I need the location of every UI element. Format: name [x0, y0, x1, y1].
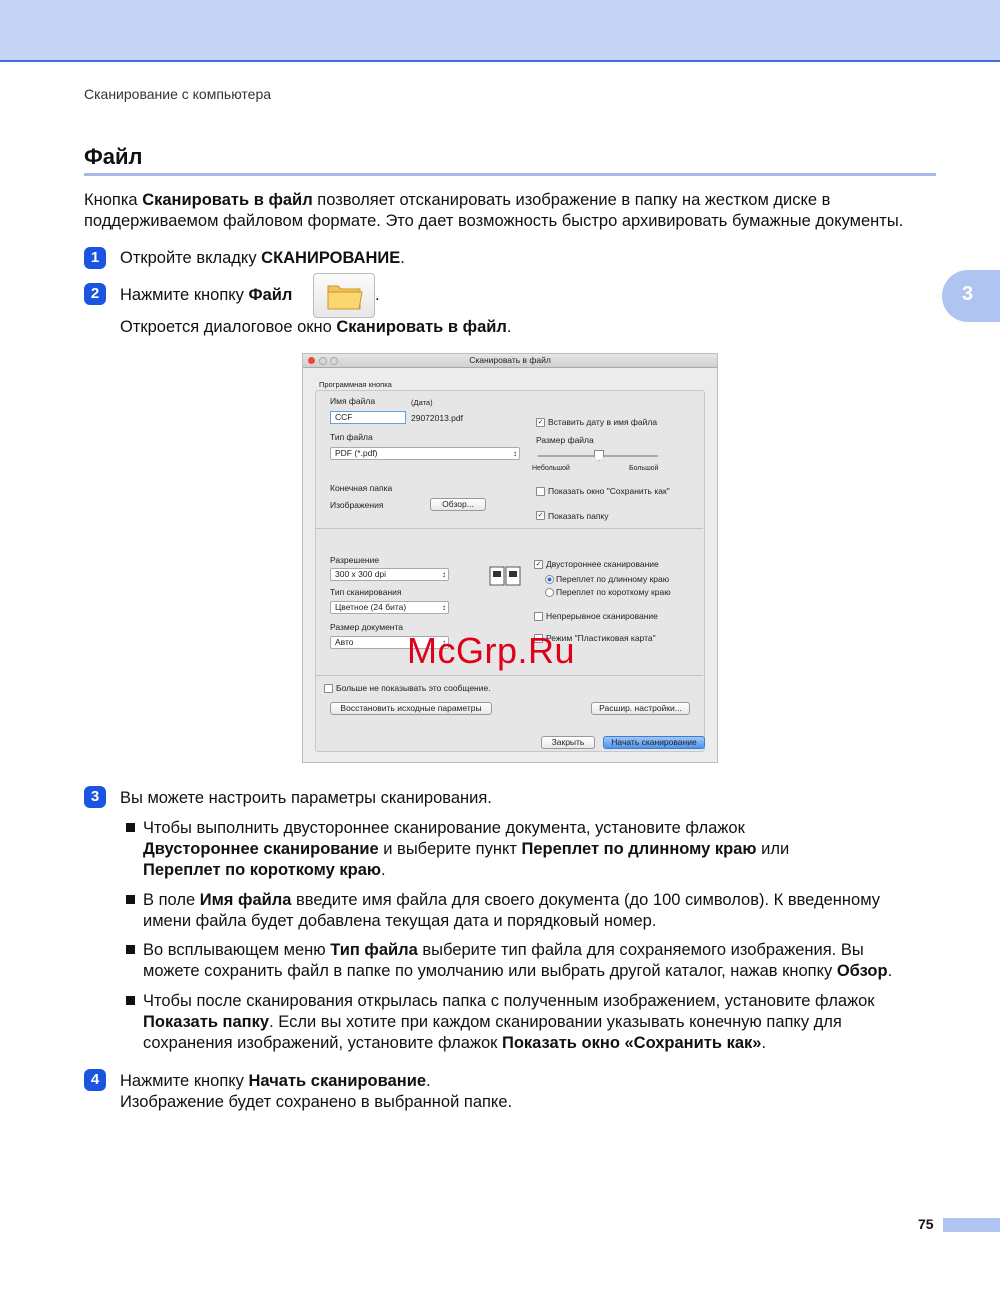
size-small-label: Небольшой — [532, 465, 570, 472]
long-edge-radio[interactable] — [545, 575, 554, 584]
browse-button[interactable]: Обзор... — [430, 498, 486, 511]
filetype-label: Тип файла — [330, 432, 373, 442]
filename-input[interactable]: CCF — [330, 411, 406, 424]
docsize-label: Размер документа — [330, 622, 404, 632]
resolution-select[interactable]: 300 x 300 dpi ↕ — [330, 568, 449, 581]
zoom-window-icon[interactable] — [330, 357, 338, 365]
step-1-number: 1 — [84, 247, 106, 269]
file-button[interactable] — [313, 273, 375, 318]
watermark: McGrp.Ru — [407, 630, 576, 671]
separator-2 — [315, 675, 703, 676]
step-3-number: 3 — [84, 786, 106, 808]
page-number-bar — [943, 1218, 1000, 1232]
bullet-square — [126, 996, 135, 1005]
continuous-checkbox[interactable] — [534, 612, 543, 621]
scantype-select[interactable]: Цветное (24 бита) ↕ — [330, 601, 449, 614]
duplex-label: Двустороннее сканирование — [546, 559, 659, 569]
step-2-text: Нажмите кнопку Файл — [120, 286, 293, 304]
top-banner — [0, 0, 1000, 62]
bullet-square — [126, 823, 135, 832]
insert-date-label: Вставить дату в имя файла — [548, 417, 658, 427]
page-title: Файл — [84, 144, 143, 169]
minimize-window-icon[interactable] — [319, 357, 327, 365]
folder-icon — [314, 274, 374, 317]
dont-show-label: Больше не показывать это сообщение. — [336, 683, 491, 693]
destination-value: Изображения — [330, 500, 384, 510]
page-number: 75 — [918, 1216, 934, 1232]
dialog-titlebar — [303, 354, 717, 368]
date-label: (Дата) — [411, 398, 433, 407]
scantype-label: Тип сканирования — [330, 587, 402, 597]
step-2-end: . — [375, 286, 380, 304]
duplex-preview-icon — [489, 566, 521, 586]
docsize-select[interactable]: Авто ↕ — [330, 636, 449, 649]
step-4-number: 4 — [84, 1069, 106, 1091]
separator-1 — [315, 528, 703, 529]
intro-line-1: Кнопка Сканировать в файл позволяет отсканировать изображение в папку на жестком диске в — [84, 191, 831, 209]
plastic-card-label: Режим "Пластиковая карта" — [546, 633, 656, 643]
bullet-square — [126, 945, 135, 954]
breadcrumb: Сканирование с компьютера — [84, 86, 272, 102]
duplex-checkbox[interactable]: ✓ — [535, 561, 542, 568]
resolution-label: Разрешение — [330, 555, 380, 565]
continuous-label: Непрерывное сканирование — [546, 611, 658, 621]
step-4-text: Нажмите кнопку Начать сканирование. — [120, 1072, 431, 1090]
short-edge-radio[interactable] — [545, 588, 554, 597]
advanced-settings-button[interactable]: Расшир. настройки... — [591, 702, 690, 715]
size-large-label: Большой — [629, 465, 659, 472]
restore-defaults-button[interactable]: Восстановить исходные параметры — [330, 702, 492, 715]
scan-to-file-dialog — [302, 353, 718, 763]
destination-label: Конечная папка — [330, 483, 393, 493]
short-edge-label: Переплет по короткому краю — [556, 587, 671, 597]
step-2-number: 2 — [84, 283, 106, 305]
step-2-subtext: Откроется диалоговое окно Сканировать в файл. — [120, 318, 512, 336]
bullet-square — [126, 895, 135, 904]
intro-line-2: поддерживаемом файловом формате. Это дает возможность быстро архивировать бумажные документы. — [84, 212, 904, 230]
close-button[interactable]: Закрыть — [541, 736, 595, 749]
group-label: Программная кнопка — [319, 380, 392, 389]
date-value: 29072013.pdf — [411, 413, 463, 423]
dialog-title: Сканировать в файл — [469, 355, 551, 365]
close-window-icon[interactable] — [308, 357, 315, 364]
title-divider — [84, 173, 936, 176]
chapter-number: 3 — [962, 283, 974, 305]
step-4-subtext: Изображение будет сохранено в выбранной папке. — [120, 1093, 513, 1111]
show-saveas-checkbox[interactable] — [536, 487, 545, 496]
start-scan-button[interactable]: Начать сканирование — [603, 736, 705, 749]
long-edge-label: Переплет по длинному краю — [556, 574, 670, 584]
show-folder-label: Показать папку — [548, 511, 609, 521]
dont-show-checkbox[interactable] — [324, 684, 333, 693]
step-1-text: Откройте вкладку СКАНИРОВАНИЕ. — [120, 249, 405, 267]
insert-date-checkbox[interactable]: ✓ — [537, 419, 544, 426]
filesize-label: Размер файла — [536, 435, 594, 445]
show-folder-checkbox[interactable]: ✓ — [537, 512, 544, 519]
filetype-select[interactable]: PDF (*.pdf) ↕ — [330, 447, 520, 460]
chapter-tab — [942, 270, 1000, 322]
step-3-text: Вы можете настроить параметры сканирования. — [120, 789, 492, 807]
filename-label: Имя файла — [330, 396, 376, 406]
show-saveas-label: Показать окно "Сохранить как" — [548, 486, 670, 496]
